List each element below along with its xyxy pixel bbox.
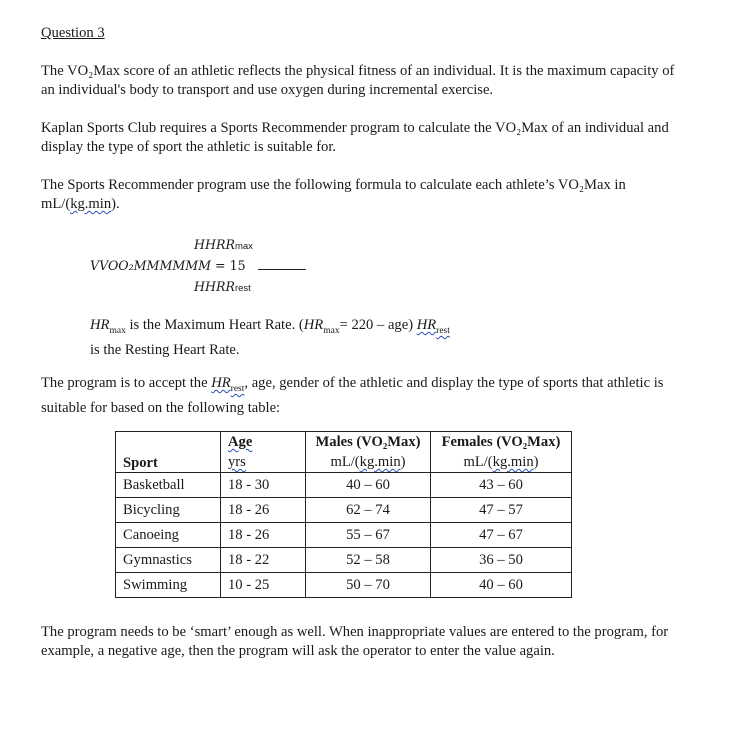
program-input-paragraph: The program is to accept the $HR_{rest}$, age, gender of the athletic and display the type of sports that athletic is suitable for based on the following table: (41, 375, 664, 416)
intro-paragraph: The VO₂Max score of an athletic reflects the physical fitness of an individual. It is the maximum capacity of an individual's body to transport and use oxygen during incremental exercise. (41, 63, 675, 98)
cell-age: 18 - 22 (221, 548, 306, 573)
header-sport: Sport (116, 432, 221, 473)
fraction-line (258, 269, 306, 270)
heart-rate-definition: $HR_{max}$ is the Maximum Heart Rate. $(HR_{max}= 220 - age)$ $HR_{rest}$ is the Resting Heart Rate. (90, 317, 450, 358)
cell-males: 50 – 70 (306, 573, 431, 598)
table-row (116, 473, 572, 498)
formula-intro-paragraph (41, 176, 681, 214)
table-row (116, 548, 572, 573)
cell-females: 43 – 60 (431, 473, 572, 498)
cell-age: 10 - 25 (221, 573, 306, 598)
header-females: Females (VO₂Max) mL/(kg.min) (431, 432, 572, 473)
header-males: Males (VO₂Max) mL/(kg.min) (306, 432, 431, 473)
validation-paragraph: The program needs to be ‘smart’ enough as well. When inappropriate values are entered to the program, for example, a negative age, then the program will ask the operator to enter the value again. (41, 624, 669, 659)
cell-sport: Bicycling (116, 498, 221, 523)
cell-females: 40 – 60 (431, 573, 572, 598)
cell-males: 52 – 58 (306, 548, 431, 573)
club-paragraph: Kaplan Sports Club requires a Sports Recommender program to calculate the VO₂Max of an individual and display the type of sport the athletic is suitable for. (41, 120, 669, 155)
header-age: Age yrs (221, 432, 306, 473)
question-title: Question 3 (41, 25, 105, 41)
table-row (116, 498, 572, 523)
cell-age: 18 - 26 (221, 523, 306, 548)
formula-numerator: HHRRmax (194, 237, 253, 252)
cell-males: 40 – 60 (306, 473, 431, 498)
sports-table (115, 431, 572, 598)
cell-females: 47 – 57 (431, 498, 572, 523)
table-header-row (116, 432, 572, 473)
formula-lhs: VVOO₂MMMMMM = 15 (90, 258, 246, 273)
table-row (116, 573, 572, 598)
formula-denominator: HHRRrest (194, 279, 251, 294)
cell-males: 62 – 74 (306, 498, 431, 523)
unit-text: kg.min (70, 196, 112, 212)
cell-sport: Canoeing (116, 523, 221, 548)
cell-age: 18 - 30 (221, 473, 306, 498)
cell-females: 47 – 67 (431, 523, 572, 548)
cell-sport: Swimming (116, 573, 221, 598)
cell-sport: Basketball (116, 473, 221, 498)
cell-sport: Gymnastics (116, 548, 221, 573)
cell-males: 55 – 67 (306, 523, 431, 548)
formula-intro-end: ). (111, 196, 120, 212)
cell-age: 18 - 26 (221, 498, 306, 523)
table-row (116, 523, 572, 548)
cell-females: 36 – 50 (431, 548, 572, 573)
formula-intro-text: The Sports Recommender program use the following formula to calculate each athlete’s VO₂Max in mL/( (41, 177, 626, 212)
